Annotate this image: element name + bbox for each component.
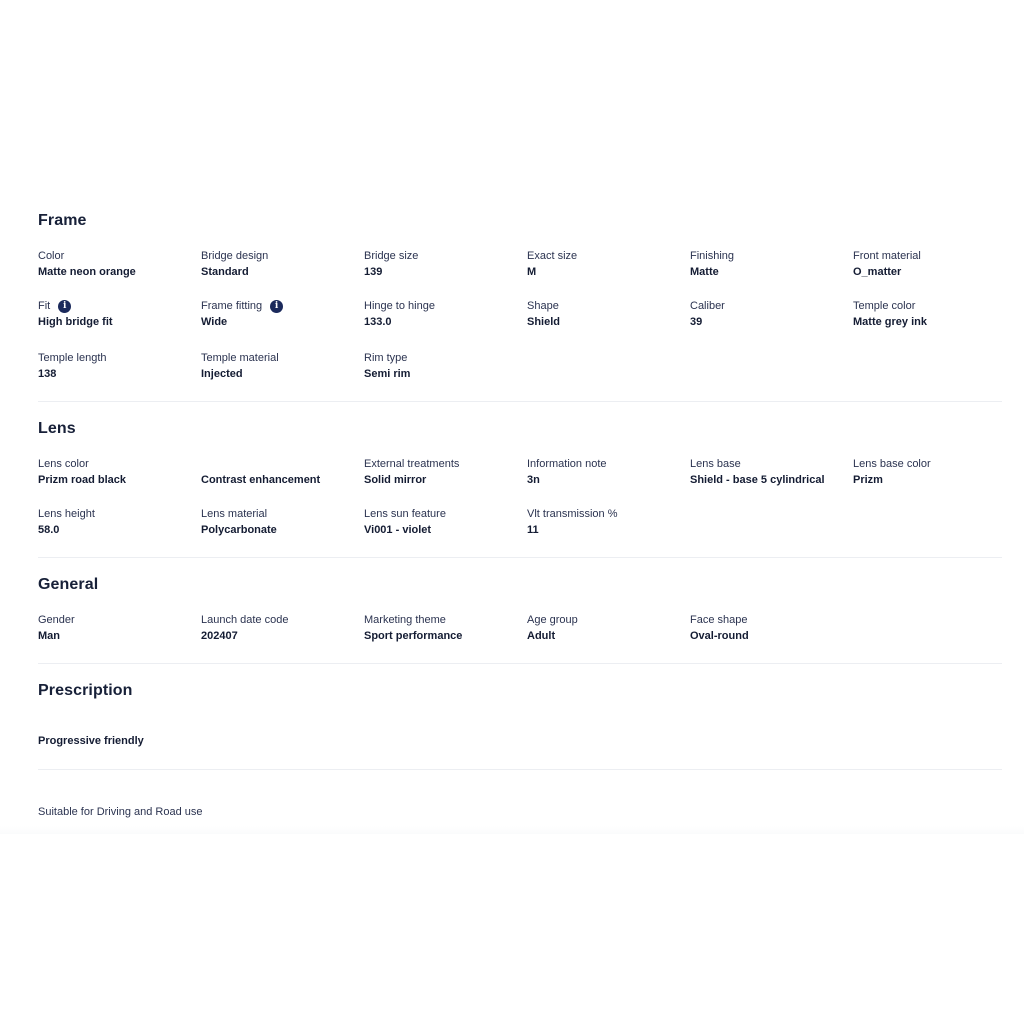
attr-value: 138: [38, 368, 57, 380]
usage-note: Suitable for Driving and Road use: [38, 806, 203, 818]
frame-attr-exact-size: [527, 249, 687, 279]
attr-value: Adult: [527, 630, 556, 642]
attr-label: Hinge to hinge: [364, 300, 435, 312]
attr-label: Vlt transmission %: [527, 508, 618, 520]
lens-attr-contrast: [201, 457, 361, 487]
attr-label: Shape: [527, 300, 559, 312]
attr-value: Injected: [201, 368, 243, 380]
attr-label: Lens base: [690, 458, 741, 470]
attr-label: Rim type: [364, 352, 408, 364]
attr-value: Polycarbonate: [201, 524, 277, 536]
lens-attr-lens-material: [201, 507, 361, 537]
attr-value: Matte: [690, 266, 719, 278]
attr-label: Fit: [38, 300, 51, 312]
frame-attr-front-material: [853, 249, 1013, 279]
prescription-section-title: Prescription: [38, 682, 133, 699]
general-attr-face-shape: [690, 613, 850, 643]
attr-value: 58.0: [38, 524, 60, 536]
attr-label: Lens sun feature: [364, 508, 446, 520]
attr-value: Sport performance: [364, 630, 463, 642]
attr-label: Lens color: [38, 458, 89, 470]
frame-attr-hinge-to-hinge: [364, 299, 524, 329]
attr-value: Prizm road black: [38, 474, 127, 486]
lens-attr-lens-base: [690, 457, 850, 487]
frame-section-title: Frame: [38, 212, 87, 229]
attr-label-row: [38, 299, 198, 313]
attr-value: Matte neon orange: [38, 266, 136, 278]
attr-label: Finishing: [690, 250, 735, 262]
attr-label: Temple length: [38, 352, 107, 364]
lens-attr-vlt-transmission: [527, 507, 687, 537]
attr-value: Wide: [201, 316, 228, 328]
attr-label: Face shape: [690, 614, 748, 626]
general-attr-gender: [38, 613, 198, 643]
attr-value: 39: [690, 316, 703, 328]
section-divider: [38, 769, 1002, 770]
attr-label: Exact size: [527, 250, 578, 262]
attr-label: Caliber: [690, 300, 725, 312]
attr-value: 139: [364, 266, 383, 278]
attr-value: Contrast enhancement: [201, 474, 321, 486]
lens-section-title: Lens: [38, 420, 76, 437]
info-icon[interactable]: i: [58, 300, 71, 313]
attr-value: 3n: [527, 474, 540, 486]
attr-value: High bridge fit: [38, 316, 113, 328]
attr-value: 202407: [201, 630, 238, 642]
frame-attr-color: [38, 249, 198, 279]
attr-value: Shield: [527, 316, 561, 328]
attr-value: Oval-round: [690, 630, 749, 642]
attr-value: 11: [527, 524, 539, 536]
frame-attr-temple-color: [853, 299, 1013, 329]
info-icon[interactable]: i: [270, 300, 283, 313]
section-divider: [38, 663, 1002, 664]
lens-attr-information-note: [527, 457, 687, 487]
general-attr-launch-date-code: [201, 613, 361, 643]
attr-value: Prizm: [853, 474, 883, 486]
lens-attr-lens-base-color: [853, 457, 1013, 487]
lens-attr-lens-sun-feature: [364, 507, 524, 537]
attr-value: 133.0: [364, 316, 392, 328]
attr-label-row: [201, 299, 361, 313]
frame-attr-fit: [38, 299, 198, 329]
frame-attr-caliber: [690, 299, 850, 329]
attr-label: Lens height: [38, 508, 95, 520]
general-section-title: General: [38, 576, 99, 593]
attr-label: Bridge design: [201, 250, 269, 262]
attr-label: Gender: [38, 614, 75, 626]
attr-value: Shield - base 5 cylindrical: [690, 474, 825, 486]
attr-label: Lens base color: [853, 458, 931, 470]
frame-attr-finishing: [690, 249, 850, 279]
attr-label: Front material: [853, 250, 921, 262]
frame-attr-bridge-size: [364, 249, 524, 279]
frame-attr-bridge-design: [201, 249, 361, 279]
lens-attr-external-treatments: [364, 457, 524, 487]
attr-value: Man: [38, 630, 60, 642]
attr-label: [201, 457, 361, 471]
frame-attr-shape: [527, 299, 687, 329]
frame-attr-rim-type: [364, 351, 524, 381]
section-divider: [38, 557, 1002, 558]
frame-attr-temple-length: [38, 351, 198, 381]
attr-label: External treatments: [364, 458, 460, 470]
attr-value: Vi001 - violet: [364, 524, 432, 536]
attr-value: M: [527, 266, 537, 278]
prescription-value: Progressive friendly: [38, 735, 144, 747]
attr-label: Bridge size: [364, 250, 419, 262]
general-attr-marketing-theme: [364, 613, 524, 643]
attr-value: Standard: [201, 266, 249, 278]
frame-attr-temple-material: [201, 351, 361, 381]
lens-attr-lens-height: [38, 507, 198, 537]
attr-label: Temple material: [201, 352, 279, 364]
attr-value: Solid mirror: [364, 474, 427, 486]
attr-label: Lens material: [201, 508, 268, 520]
attr-label: Launch date code: [201, 614, 289, 626]
attr-label: Color: [38, 250, 65, 262]
attr-label: Age group: [527, 614, 578, 626]
lens-attr-lens-color: [38, 457, 198, 487]
attr-value: Matte grey ink: [853, 316, 927, 328]
frame-attr-frame-fitting: [201, 299, 361, 329]
attr-label: Frame fitting: [201, 300, 263, 312]
attr-value: Semi rim: [364, 368, 411, 380]
attr-label: Information note: [527, 458, 607, 470]
attr-value: O_matter: [853, 266, 902, 278]
section-divider: [38, 401, 1002, 402]
attr-label: Marketing theme: [364, 614, 446, 626]
panel-bottom-edge: [0, 826, 1024, 834]
general-attr-age-group: [527, 613, 687, 643]
attr-label: Temple color: [853, 300, 916, 312]
